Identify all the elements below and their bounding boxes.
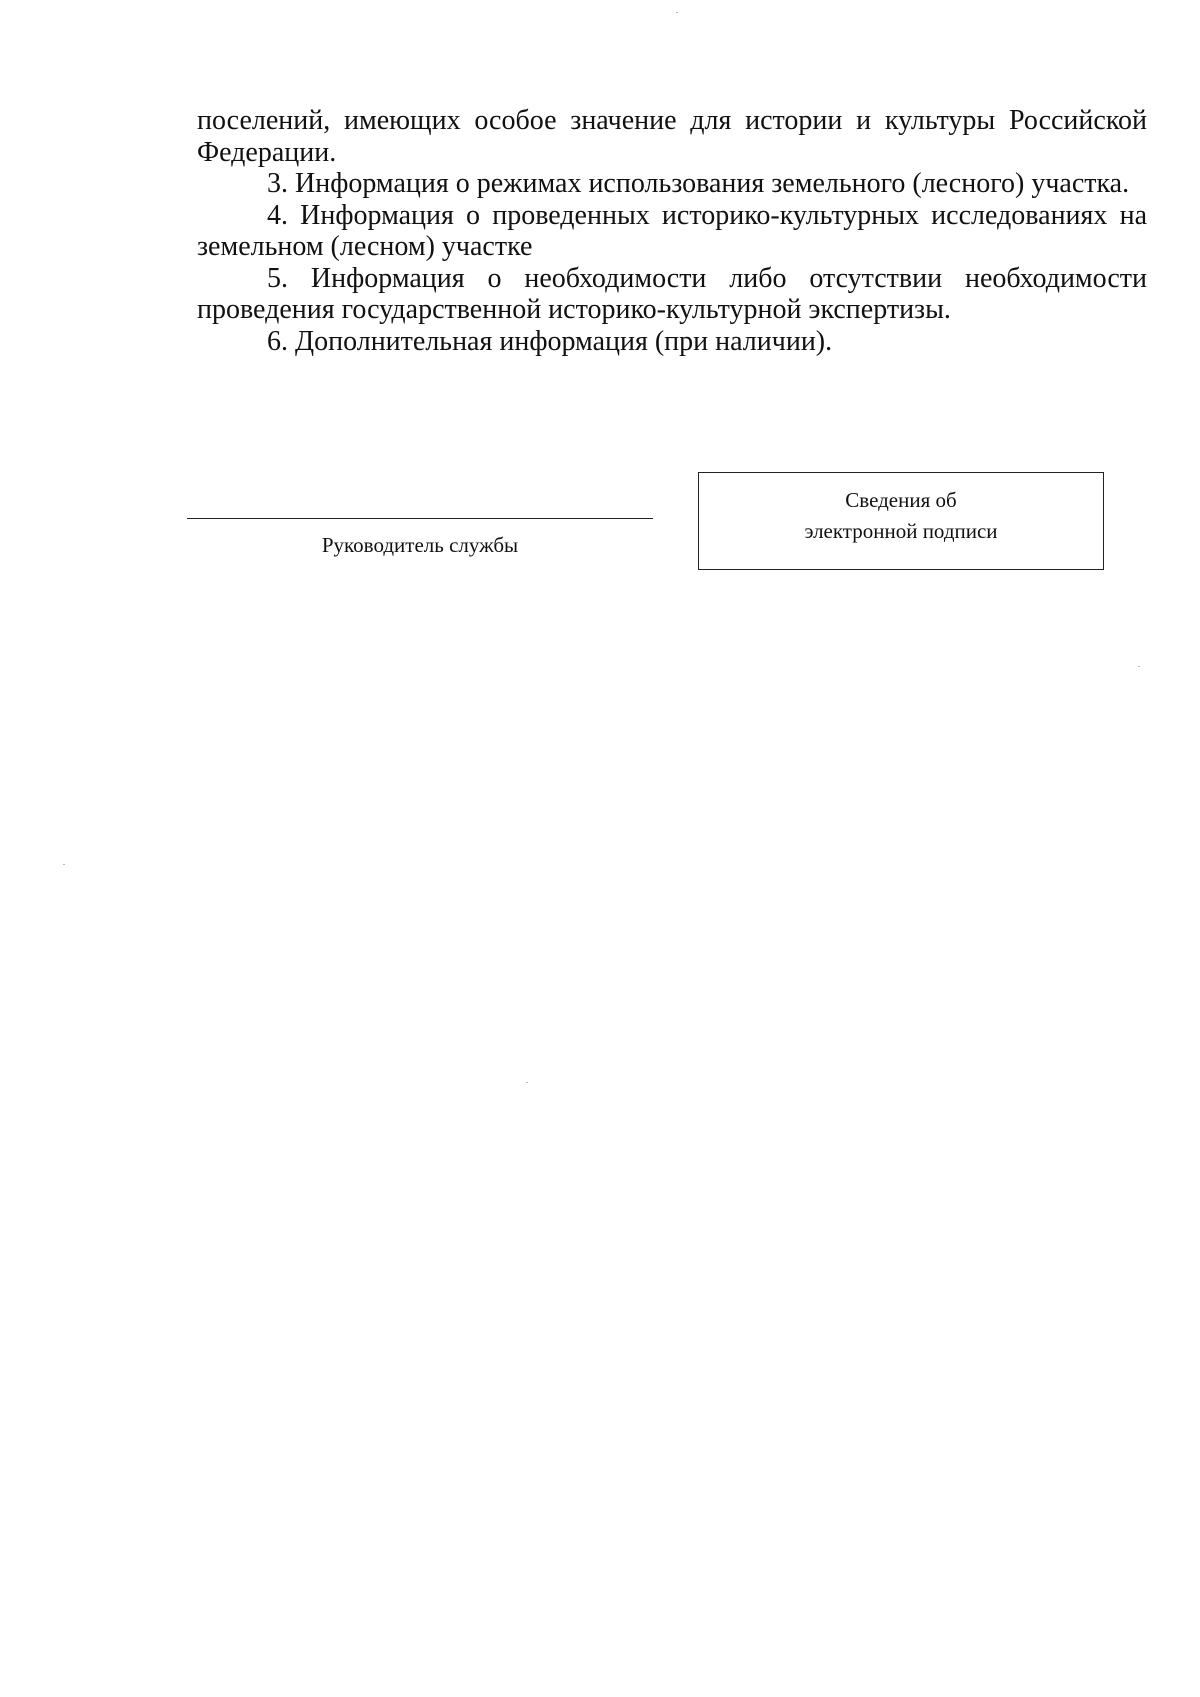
paragraph-continuation: поселений, имеющих особое значение для истории и культуры Российской Федерации. [197,105,1147,168]
paragraph-item-3: 3. Информация о режимах использования земельного (лесного) участка. [267,168,1130,199]
scan-speck [63,864,65,865]
paragraph-item-4: 4. Информация о проведенных историко-культурных исследованиях на земельном (лесном) участке [197,199,1147,262]
scan-speck [676,12,678,13]
signature-caption: Руководитель службы [321,533,519,557]
scan-speck [526,1082,528,1083]
scan-speck [1138,666,1140,667]
document-body [197,105,1147,357]
esign-label-line-1: Сведения об [845,488,957,512]
signature-line [187,518,653,519]
paragraph-item-6: 6. Дополнительная информация (при наличии). [267,325,833,357]
electronic-signature-box [698,472,1104,570]
esign-label-line-2: электронной подписи [804,519,998,543]
electronic-signature-label [699,485,1103,547]
paragraph-item-5: 5. Информация о необходимости либо отсутствии необходимости проведения государственной историко-культурной экспертизы. [197,262,1147,325]
